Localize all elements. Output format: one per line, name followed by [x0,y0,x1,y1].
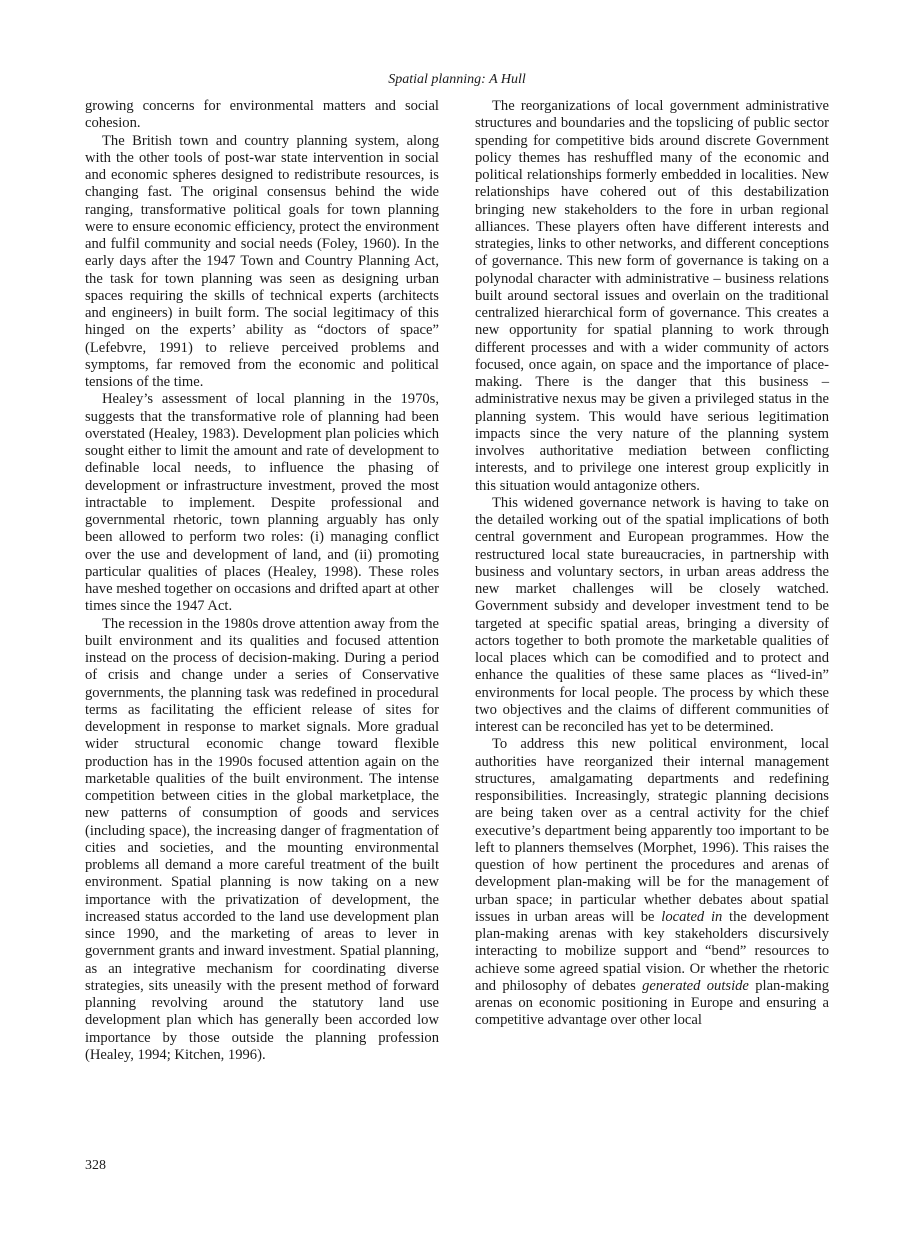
paragraph: This widened governance network is having to take on the detailed working out of the spatial implications of both central government and European programmes. How the restructured local state bureaucracies, in partnership with business and voluntary sectors, in urban areas address the new market challenges will be closely watched. Government subsidy and developer investment tend to be targeted at specific spatial areas, bringing a diversity of actors together to both promote the marketable qualities of local places which can be comodified and to protect and enhance the qualities of these same places as “lived-in” environments for local people. The process by which these two objectives and the claims of different communities of interest can be reconciled has yet to be determined. [475,494,829,735]
page-number: 328 [85,1158,106,1173]
italic-phrase: located in [661,908,723,925]
paragraph: The recession in the 1980s drove attention away from the built environment and its qualities and focused attention instead on the process of decision-making. During a period of crisis and change under a series of Conservative governments, the planning task was redefined in procedural terms as facilitating the efficient release of sites for development in response to market signals. More gradual wider structural economic change toward flexible production has in the 1990s focused attention again on the marketable qualities of the built environment. The intense competition between cities in the global marketplace, the new patterns of consumption of goods and services (including space), the increasing danger of fragmentation of cities and societies, and the mounting environmental problems all demand a more careful treatment of the built environment. Spatial planning is now taking on a new importance with the privatization of development, the increased status accorded to the land use development plan since 1990, and the marketing of areas to lever in government grants and inward investment. Spatial planning, as an integrative mechanism for coordinating diverse strategies, sits uneasily with the present method of forward planning revolving around the statutory land use development plan which has generally been accorded low importance by those outside the planning profession (Healey, 1994; Kitchen, 1996). [85,615,439,1063]
right-column [475,98,829,1030]
paragraph: Healey’s assessment of local planning in the 1970s, suggests that the transformative role of planning had been overstated (Healey, 1983). Development plan policies which sought either to limit the amount and rate of development to definable local needs, to influence the phasing of development or infrastructure investment, proved the most intractable to implement. Despite professional and governmental rhetoric, town planning arguably has only been allowed to perform two roles: (i) managing conflict over the use and development of land, and (ii) promoting particular qualities of places (Healey, 1998). These roles have meshed together on occasions and drifted apart at other times since the 1947 Act. [85,391,439,615]
italic-phrase: generated outside [642,977,749,994]
left-column [85,98,439,1064]
paragraph: The British town and country planning system, along with the other tools of post-war state intervention in social and economic spheres designed to redistribute resources, is changing fast. The original consensus behind the wide ranging, transformative political goals for town planning were to ensure economic efficiency, protect the environment and fulfil community and social needs (Foley, 1960). In the early days after the 1947 Town and Country Planning Act, the task for town planning was seen as designing urban spaces requiring the skills of technical experts (architects and engineers) in built form. The social legitimacy of this hinged on the experts’ ability as “doctors of space” (Lefebvre, 1991) to relieve perceived problems and symptoms, far removed from the economic and political tensions of the time. [85,132,439,390]
running-head: Spatial planning: A Hull [388,72,526,87]
text-run: To address this new political environment, local authorities have reorganized their internal management structures, amalgamating departments and redefining responsibilities. Increasingly, strategic planning decisions are being taken over as a central activity for the chief executive’s department being apparently too important to be left to planners themselves (Morphet, 1996). This raises the question of how pertinent the procedures and arenas of development plan-making will be for the management of urban space; in particular whether debates about spatial issues in urban areas will be [475,736,829,925]
paragraph: The reorganizations of local government administrative structures and boundaries and the topslicing of public sector spending for competitive bids around discrete Government policy themes has reshuffled many of the economic and political relationships formerly embedded in localities. New relationships have cohered out of this destabilization bringing new stakeholders to the fore in urban regional alliances. These players often have different interests and strategies, links to other networks, and different conceptions of governance. This new form of governance is taking on a polynodal character with administrative – business relations built around sectoral issues and overlain on the traditional centralized hierarchical form of governance. This creates a new opportunity for spatial planning to work through different processes and with a wider community of actors focused, once again, on space and the importance of place-making. There is the danger that this business – administrative nexus may be given a privileged status in the planning system. This would have serious legitimation impacts since the very nature of the planning system involves authoritative mediation between conflicting interests, and to privilege one interest group explicitly in this situation would antagonize others. [475,98,829,494]
text-run: the development plan-making arenas with key stakeholders discursively interacting to mobilize support and “bend” resources to achieve some agreed spatial vision. Or whether the rhetoric and philosophy of debates [475,908,829,994]
text-run: plan-making arenas on economic positioning in Europe and ensuring a competitive advantage over other local [475,977,829,1029]
paragraph: growing concerns for environmental matters and social cohesion. [85,98,439,132]
paragraph [475,736,829,1029]
